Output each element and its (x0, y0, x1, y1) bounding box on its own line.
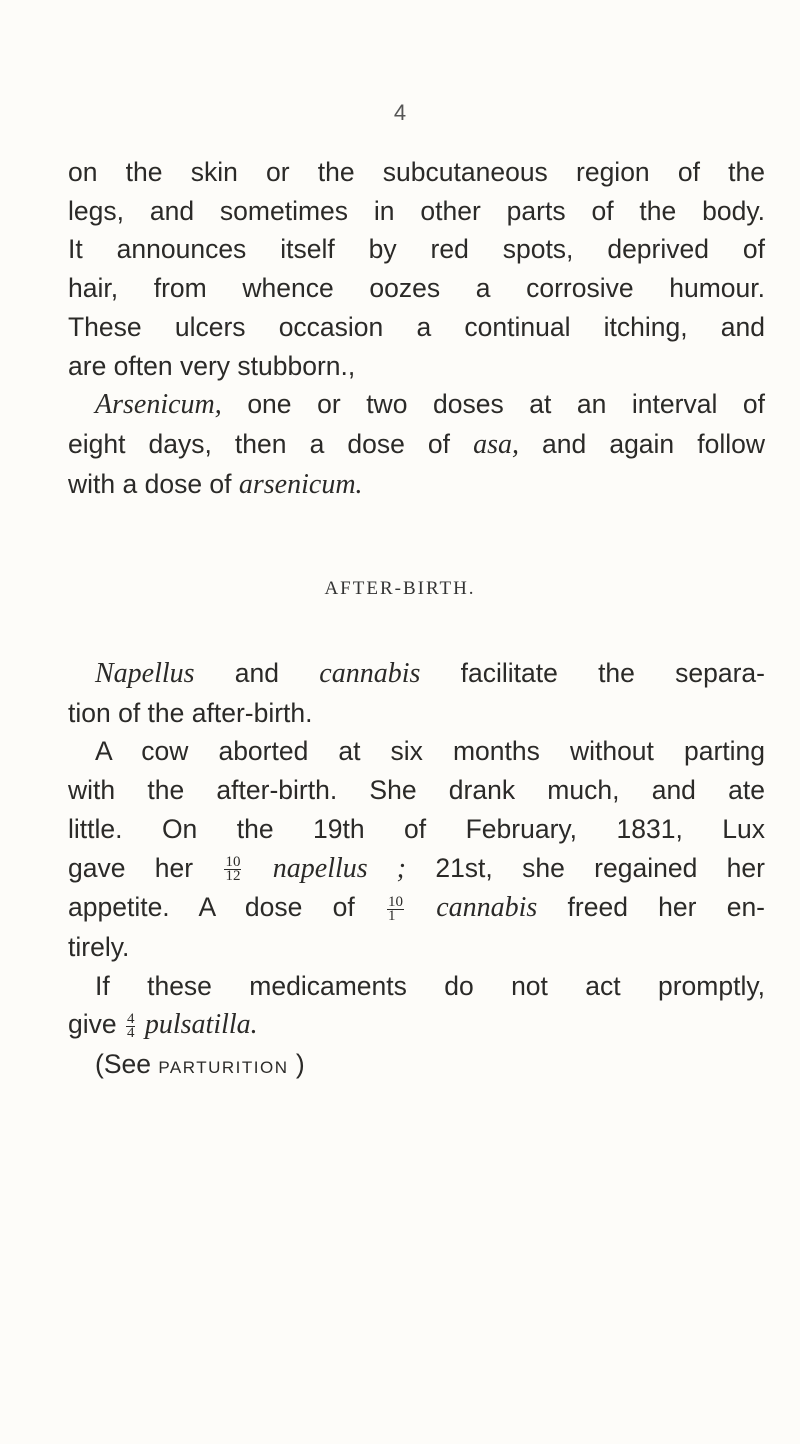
fraction-numerator: 10 (225, 854, 241, 871)
text-run: one or two doses at an interval of (221, 389, 765, 420)
text-line: These ulcers occasion a continual itching, and (68, 311, 765, 342)
text-line: tion of the after-birth. (68, 697, 313, 728)
remedy-name: asa, (473, 428, 519, 460)
text-run: eight days, then a dose of (68, 428, 474, 459)
text-line (68, 1005, 765, 1045)
fraction-denominator: 1 (387, 907, 396, 924)
text-line (68, 849, 765, 889)
text-line: are often very stubborn., (68, 350, 356, 381)
remedy-name: Napellus (95, 658, 195, 689)
text-line: tirely. (68, 931, 130, 962)
text-line (68, 465, 765, 505)
text-line: If these medicaments do not act promptly, (95, 970, 765, 1001)
text-line: legs, and sometimes in other parts of the body. (68, 195, 765, 226)
dose-fraction (224, 856, 241, 883)
text-run: facilitate the separa- (420, 658, 765, 688)
dose-fraction (126, 1010, 136, 1041)
remedy-name: cannabis (436, 892, 538, 924)
text-run: with a dose of (68, 468, 239, 499)
text-run: give (68, 1009, 124, 1040)
page-number: 4 (393, 100, 407, 125)
text-line (68, 425, 765, 465)
text-line (68, 654, 765, 694)
remedy-name: arsenicum. (238, 468, 363, 500)
text-line (68, 385, 765, 425)
text-line: It announces itself by red spots, deprived of (68, 234, 765, 265)
text-run: freed her en- (537, 892, 766, 923)
text-line (68, 888, 765, 928)
remedy-name: pulsatilla. (144, 1009, 258, 1041)
text-line: little. On the 19th of February, 1831, Lux (68, 813, 765, 844)
fraction-denominator: 4 (126, 1024, 135, 1041)
cross-reference: PARTURITION (158, 1058, 289, 1078)
text-run: (See (95, 1049, 159, 1080)
fraction-numerator: 4 (126, 1010, 135, 1027)
remedy-name: cannabis (319, 658, 421, 689)
text-line: A cow aborted at six months without parting (95, 736, 765, 767)
text-run: appetite. A dose of (68, 892, 385, 923)
text-line: with the after-birth. She drank much, and ate (68, 775, 765, 806)
text-run: and again follow (518, 428, 765, 459)
text-line: on the skin or the subcutaneous region of the (68, 157, 765, 187)
text-run: 21st, she regained her (405, 852, 765, 883)
text-run: ) (288, 1049, 305, 1080)
section-heading: AFTER-BIRTH. (324, 578, 476, 599)
remedy-name: napellus ; (272, 852, 406, 884)
text-block-ulcers (68, 153, 765, 504)
remedy-name: Arsenicum, (95, 389, 222, 421)
text-line (68, 1045, 765, 1088)
text-block-after-birth (68, 654, 765, 1088)
text-run: gave her (68, 852, 223, 883)
fraction-denominator: 12 (225, 868, 241, 885)
text-run: and (194, 658, 320, 688)
fraction-numerator: 10 (387, 893, 403, 910)
text-line: hair, from whence oozes a corrosive humour. (68, 273, 765, 304)
dose-fraction (387, 893, 404, 924)
